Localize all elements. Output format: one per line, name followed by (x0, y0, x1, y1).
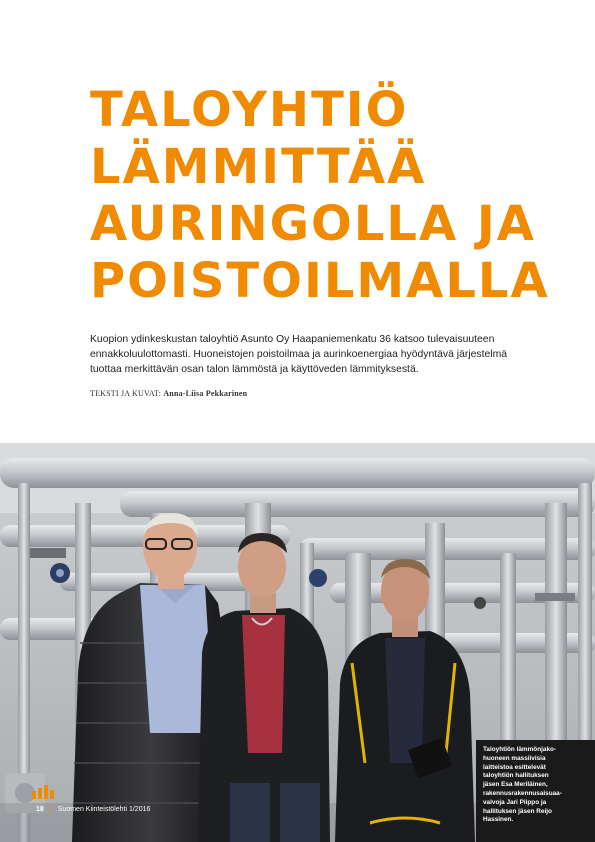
lead-line-3: tuottaa merkittävän osan talon lämmöstä ja käyttöveden lämmityksestä. (90, 364, 419, 375)
lead-line-2: ennakkoluulottomasti. Huoneistojen poistoilmaa ja aurinkoenergiaa hyödyntävä järjestelmä (90, 349, 508, 360)
caption-line-9: Hassinen. (483, 816, 514, 824)
lead-line-1: Kuopion ydinkeskustan taloyhtiö Asunto Oy Haapaniemenkatu 36 katsoo tulevaisuuteen (90, 334, 495, 345)
caption-line-4: taloyhtiön hallituksen (483, 772, 549, 780)
publication-name: Suomen Kiinteistölehti 1/2016 (57, 805, 151, 813)
publication-logo-icon (30, 785, 56, 799)
lead-paragraph (90, 332, 520, 377)
byline-label: TEKSTI JA KUVAT: (90, 389, 162, 398)
page-number: 18 (36, 805, 44, 813)
article-headline (90, 82, 570, 310)
caption-line-5: jäsen Esa Meriläinen, (483, 781, 548, 789)
caption-line-8: hallituksen jäsen Reijo (483, 807, 552, 815)
headline-line-4: POISTOILMALLA (90, 253, 550, 309)
headline-line-2: LÄMMITTÄÄ (90, 139, 427, 195)
photo-caption (483, 746, 590, 825)
caption-line-7: valvoja Jari Piippo ja (483, 798, 547, 806)
caption-line-2: huoneen massiivisia (483, 754, 546, 762)
headline-line-1: TALOYHTIÖ (90, 82, 409, 138)
page-footer (36, 803, 150, 815)
caption-line-3: laitteistoa esittelevät (483, 763, 546, 771)
caption-line-6: rakennusrakennusaisuaa- (483, 789, 562, 797)
caption-line-1: Taloyhtiön lämmönjako- (483, 746, 557, 753)
photo-caption-box (476, 740, 595, 842)
byline (90, 389, 247, 398)
footer-separator: | (49, 805, 52, 813)
headline-line-3: AURINGOLLA JA (90, 196, 536, 252)
byline-author: Anna-Liisa Pekkarinen (163, 389, 248, 398)
